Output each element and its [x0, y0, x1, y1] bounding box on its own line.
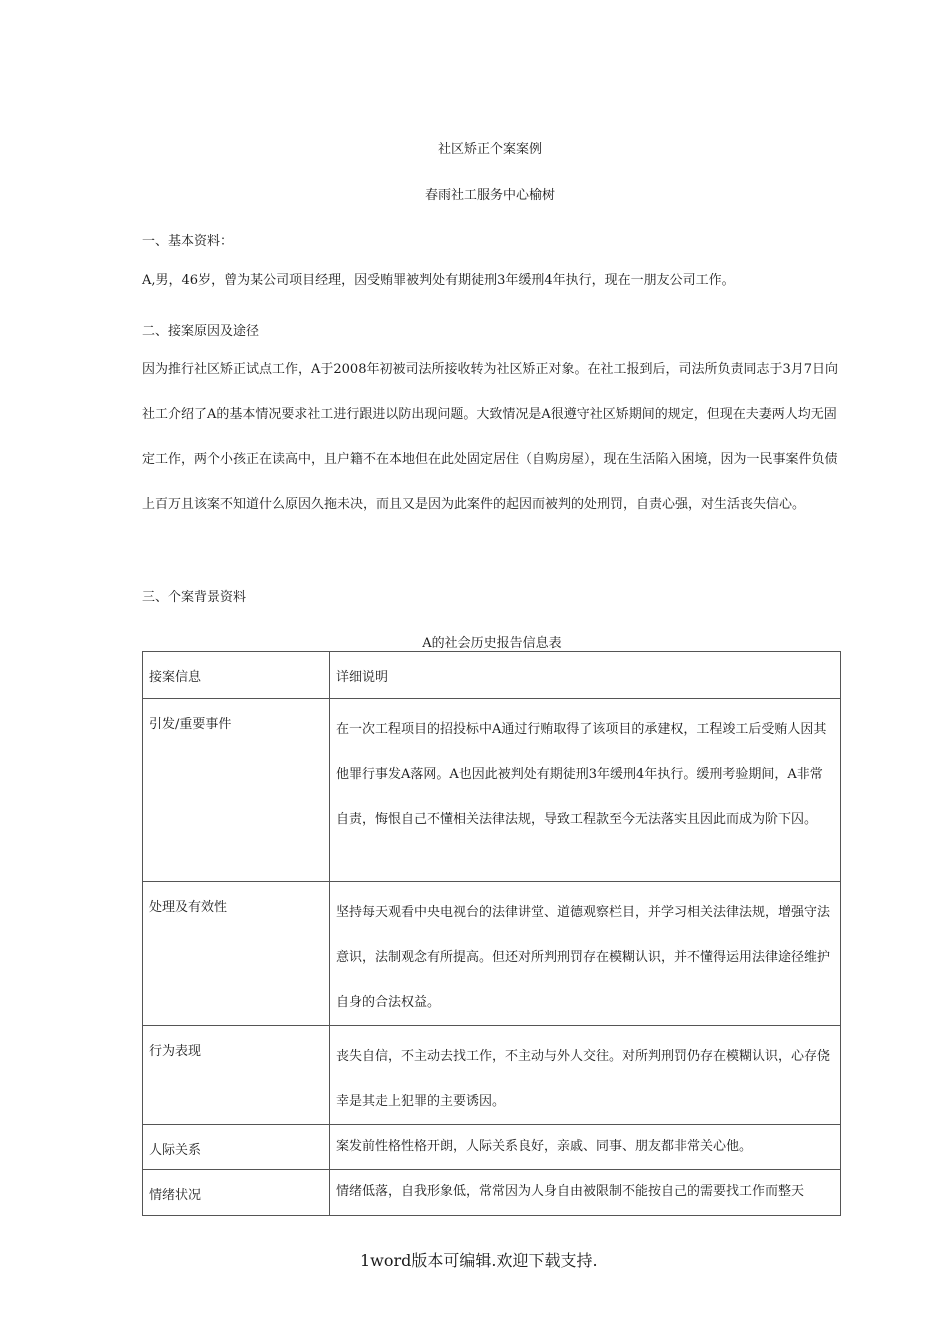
- row-label: 引发/重要事件: [143, 699, 330, 882]
- page-footer: 1word版本可编辑.欢迎下载支持.: [360, 1251, 598, 1270]
- section-2-body: 因为推行社区矫正试点工作，A于2008年初被司法所接收转为社区矫正对象。在社工报到后，司法所负责同志于3月7日向社工介绍了A的基本情况要求社工进行跟进以防出现问题。大致情况是A很遵守社区矫期间的规定，但现在夫妻两人均无固定工作，两个小孩正在读高中，且户籍不在本地但在此处固定居住（自购房屋），现在生活陷入困境，因为一民事案件负债上百万且该案不知道什么原因久拖未决，而且又是因为此案件的起因而被判的处刑罚，自责心强，对生活丧失信心。: [142, 362, 839, 512]
- table-header-cell: 接案信息: [143, 652, 330, 699]
- table-title: A的社会历史报告信息表: [422, 636, 562, 651]
- row-detail-text: 坚持每天观看中央电视台的法律讲堂、道德观察栏目，并学习相关法律法规，增强守法意识，法制观念有所提高。但还对所判刑罚存在模糊认识，并不懂得运用法律途径维护自身的合法权益。: [336, 905, 831, 1010]
- row-detail: [330, 1026, 841, 1125]
- section-2-heading: 二、接案原因及途径: [142, 324, 260, 339]
- table-row: [143, 1125, 841, 1170]
- row-detail: [330, 699, 841, 882]
- document-title: 社区矫正个案案例: [437, 142, 542, 157]
- section-3-heading: 三、个案背景资料: [142, 590, 247, 605]
- row-detail-text: 情绪低落，自我形象低，常常因为人身自由被限制不能按自己的需要找工作而整天: [336, 1184, 805, 1199]
- row-detail-text: 丧失自信，不主动去找工作，不主动与外人交往。对所判刑罚仍存在模糊认识，心存侥幸是其走上犯罪的主要诱因。: [336, 1049, 831, 1109]
- row-label: 人际关系: [143, 1125, 330, 1170]
- table-row: [143, 1026, 841, 1125]
- info-table: [142, 651, 841, 1216]
- document-subtitle: 春雨社工服务中心榆树: [424, 188, 555, 203]
- table-header-cell: 详细说明: [330, 652, 841, 699]
- row-label: 处理及有效性: [143, 882, 330, 1026]
- row-detail: [330, 882, 841, 1026]
- row-detail-text: 案发前性格性格开朗，人际关系良好，亲戚、同事、朋友都非常关心他。: [336, 1139, 753, 1154]
- section-1-body: A,男，46岁，曾为某公司项目经理，因受贿罪被判处有期徒刑3年缓刑4年执行，现在一朋友公司工作。: [142, 273, 735, 288]
- table-row: [143, 1170, 841, 1216]
- table-row: [143, 882, 841, 1026]
- row-detail: [330, 1170, 841, 1216]
- row-detail-text: 在一次工程项目的招投标中A通过行贿取得了该项目的承建权，工程竣工后受贿人因其他罪行事发A落网。A也因此被判处有期徒刑3年缓刑4年执行。缓刑考验期间，A非常自责，悔恨自己不懂相关法律法规，导致工程款至今无法落实且因此而成为阶下囚。: [336, 722, 827, 827]
- row-detail: [330, 1125, 841, 1170]
- table-row: [143, 699, 841, 882]
- section-1-heading: 一、基本资料：: [142, 234, 234, 249]
- row-label: 情绪状况: [143, 1170, 330, 1216]
- row-label: 行为表现: [143, 1026, 330, 1125]
- table-header-row: [143, 652, 841, 699]
